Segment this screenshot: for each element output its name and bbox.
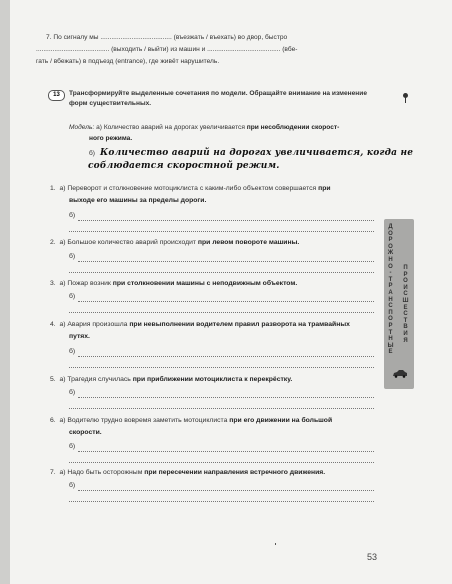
item-bold: при пересечении направления встречного движения. [144,469,326,476]
sidebar-letter: Р [388,323,393,329]
item-text: а) Авария произошла [59,321,130,328]
sidebar-letter: Т [388,329,393,336]
item-7-a [50,470,325,477]
item-number: 4. [50,321,56,328]
sidebar-letter: О [388,243,393,250]
item-6-a [50,418,332,425]
model-line-a2 [89,136,132,143]
item-text: а) Большое количество аварий происходит [59,239,198,246]
answer-line[interactable] [69,501,374,502]
sidebar-letter: Д [388,224,393,230]
item-number: 1. [50,185,56,192]
answer-line[interactable] [69,231,374,232]
page-gutter [0,0,10,584]
sidebar-letter: Р [388,237,393,244]
item-number: 3. [50,280,56,287]
model-line-a [69,125,339,132]
item-text: а) Надо быть осторожным [59,469,145,476]
page-number: 53 [367,552,378,562]
prev-exercise-line-1: 7. По сигналу мы ....................................... (въезжать / въехать) во двор, быстро [46,34,288,41]
item-number: 6. [50,417,56,424]
item-bold: при левом повороте машины. [197,239,300,246]
item-bold-cont: скорости. [69,429,102,436]
sidebar-letter: П [388,309,393,316]
sidebar-letter: О [403,278,408,285]
sidebar-letter: С [403,291,408,298]
model-a-bold-2: ного режима. [89,135,133,142]
sidebar-letter: Н [388,257,393,263]
sidebar-letter: Ш [402,298,409,304]
sidebar-letter: А [388,290,393,296]
sidebar-letter: Е [388,349,393,356]
sidebar-letter: И [403,331,408,337]
sidebar-letter: - [389,270,392,277]
exercise-instruction-2: форм существительных. [69,100,152,107]
sidebar-letter: Н [388,336,393,343]
sidebar-letter: С [388,303,393,310]
sidebar-letter: П [403,265,408,271]
exercise-number: 13 [48,90,65,101]
item-text: а) Водителю трудно вовремя заметить мотоциклиста [59,417,230,424]
answer-line[interactable] [69,367,374,368]
sidebar-letter: Ы [387,342,394,349]
item-5-a [50,377,292,384]
item-4-a [50,322,350,329]
item-4-b-label: б) [69,348,76,355]
item-2-a [50,240,299,247]
item-number: 7. [50,469,56,476]
sidebar-letter: О [388,230,393,237]
model-a-plain: а) Количество аварий на дорогах увеличивается [96,124,247,131]
sidebar-letter: Ж [387,250,394,257]
sidebar-letter: О [388,316,393,323]
sidebar-letter: И [403,284,408,291]
answer-line[interactable] [69,408,374,409]
answer-line[interactable] [69,272,374,273]
item-5-b-label: б) [69,389,76,396]
item-bold-cont: путях. [69,333,90,340]
sidebar-letter: О [388,263,393,270]
sidebar-letter: Т [403,317,408,324]
item-3-b-label: б) [69,293,76,300]
sidebar-letter: Н [388,296,393,303]
exercise-instruction-1: Трансформируйте выделенные сочетания по модели. Обращайте внимание на изменение [69,90,367,97]
item-text: а) Переворот и столкновение мотоциклиста с каким-либо объектом совершается [59,185,319,192]
item-1-a [50,186,331,193]
car-icon [392,368,408,378]
item-text: а) Трагедия случилась [59,376,133,383]
workbook-page [10,0,452,584]
sidebar-letter: Е [403,304,408,311]
answer-line[interactable] [78,490,374,491]
prev-exercise-line-2: ........................................ (выходить / выйти) из машин и ........................................ (вбе- [36,46,298,53]
item-bold: при приближении мотоциклиста к перекрёстку. [132,376,293,383]
model-a-bold: при несоблюдении скорост- [246,124,340,131]
item-bold: при [318,185,331,192]
model-label: Модель: [69,124,95,131]
sidebar-letter: С [403,311,408,318]
model-handwritten-1: Количество аварий на дорогах увеличивается, когда не [100,148,414,158]
item-2-b-label: б) [69,253,76,260]
prev-exercise-line-3: гать / вбежать) в подъезд (entrance), где живёт нарушитель. [36,58,220,65]
answer-line[interactable] [78,356,374,357]
item-bold: при его движении на большой [229,417,333,424]
item-6-b-label: б) [69,443,76,450]
answer-line[interactable] [69,462,374,463]
item-bold-cont: выходе его машины за пределы дороги. [69,197,207,204]
item-bold: при столкновении машины с неподвижным объектом. [112,280,298,287]
sidebar-letter: Т [388,276,393,283]
sidebar-letter: Я [403,337,408,344]
answer-line[interactable] [78,451,374,452]
model-b-label: б) [89,150,95,157]
sidebar-letter: Р [388,283,393,290]
answer-line[interactable] [78,397,374,398]
item-bold: при невыполнении водителем правил разворота на трамвайных [129,321,350,328]
sidebar-letter: В [403,324,408,331]
print-speck [275,543,276,545]
item-number: 5. [50,376,56,383]
item-1-a-cont [69,198,206,205]
pin-icon-stem [405,97,406,103]
item-6-a-cont [69,430,102,437]
answer-line[interactable] [78,261,374,262]
model-handwritten-2: соблюдается скоростной режим. [88,161,280,171]
answer-line[interactable] [78,301,374,302]
item-1-b-label: б) [69,212,76,219]
answer-line[interactable] [78,220,374,221]
answer-line[interactable] [69,312,374,313]
item-text: а) Пожар возник [59,280,113,287]
item-number: 2. [50,239,56,246]
item-7-b-label: б) [69,482,76,489]
item-4-a-cont [69,334,90,341]
sidebar-letter: Р [403,271,408,278]
item-3-a [50,281,297,288]
